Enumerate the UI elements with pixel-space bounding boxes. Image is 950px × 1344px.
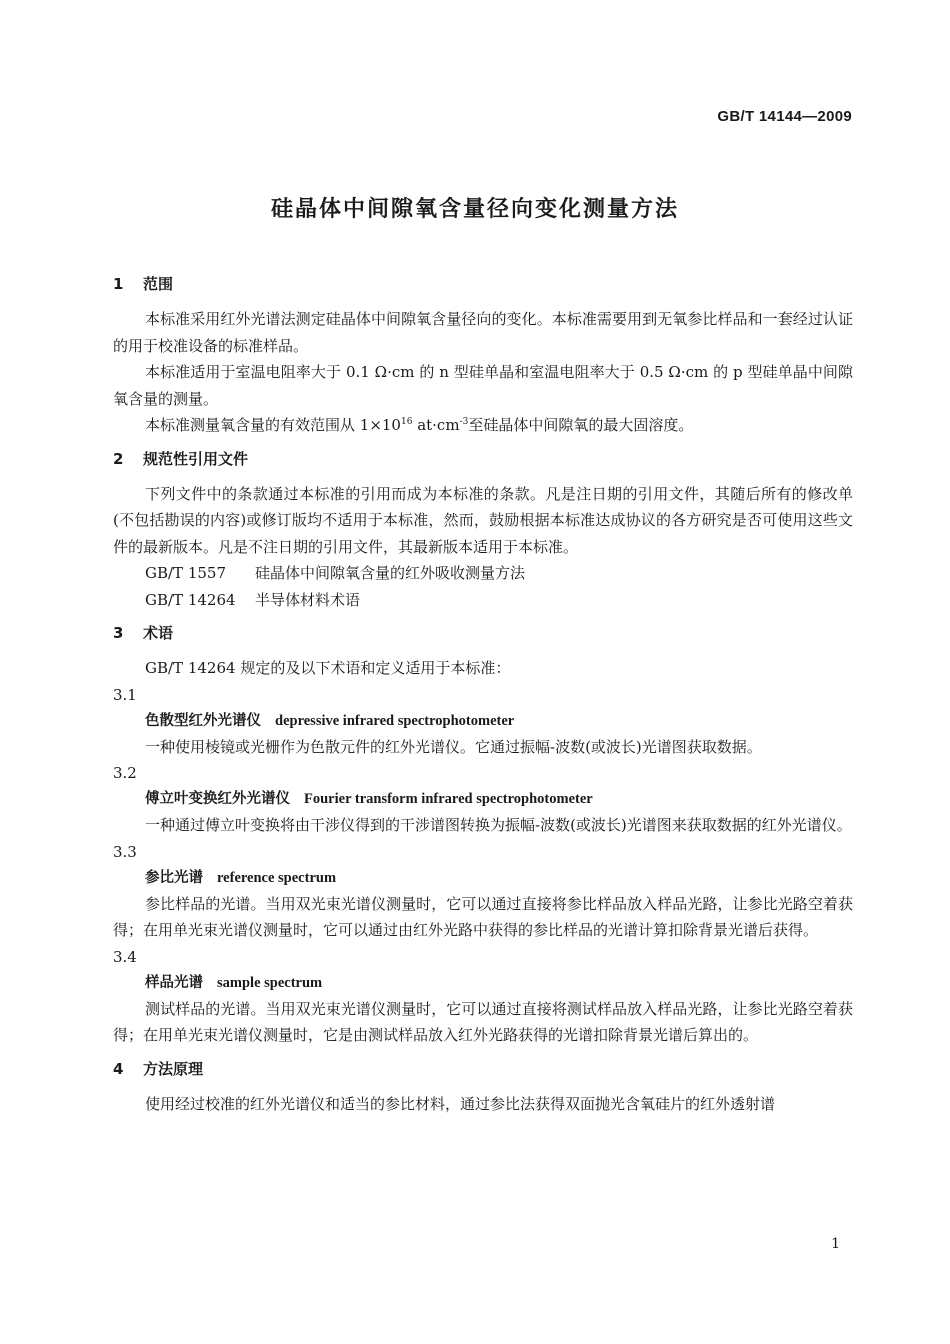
superscript: -3 [459,417,469,427]
reference-code: GB/T 1557 [145,564,227,582]
section-title: 方法原理 [143,1059,204,1078]
text-fragment: at·cm [412,416,460,434]
reference-item [113,560,853,587]
section-3-intro: GB/T 14264 规定的及以下术语和定义适用于本标准： [145,659,511,677]
section-1-paragraph-1: 本标准采用红外光谱法测定硅晶体中间隙氧含量径向的变化。本标准需要用到无氧参比样品和一套经过认证的用于校准设备的标准样品。 [113,310,853,355]
term-title-zh: 色散型红外光谱仪 [145,712,261,729]
section-4-paragraph-1: 使用经过校准的红外光谱仪和适当的参比材料，通过参比法获得双面抛光含氧硅片的红外透射谱 [145,1094,776,1113]
term-title-zh: 样品光谱 [145,974,203,991]
section-number: 4 [113,1059,124,1078]
section-2-heading [113,447,853,471]
term-title-en: depressive infrared spectrophotometer [275,712,515,729]
term-number: 3.4 [113,947,137,966]
section-3-heading [113,621,853,645]
term-title [113,786,853,812]
section-title: 规范性引用文件 [143,449,249,468]
term-title [113,865,853,891]
page-number: 1 [831,1236,840,1252]
term-title-en: sample spectrum [217,974,323,991]
standard-number: GB/T 14144—2009 [717,108,852,125]
term-number: 3.1 [113,685,137,704]
section-1-heading [113,272,853,296]
section-number: 1 [113,275,124,293]
section-1-paragraph-3 [113,412,853,439]
term-title-en: reference spectrum [217,869,337,886]
term-title [113,970,853,996]
term-title-zh: 参比光谱 [145,869,203,886]
term-number: 3.3 [113,842,137,861]
reference-title: 硅晶体中间隙氧含量的红外吸收测量方法 [255,564,526,582]
superscript: 16 [400,417,413,427]
section-number: 3 [113,624,124,642]
term-title-zh: 傅立叶变换红外光谱仪 [145,791,290,807]
document-body [113,272,853,1117]
section-1-paragraph-2: 本标准适用于室温电阻率大于 0.1 Ω·cm 的 n 型硅单晶和室温电阻率大于 0.5 Ω·cm 的 p 型硅单晶中间隙氧含量的测量。 [113,363,853,408]
section-title: 范围 [143,275,174,293]
term-definition: 一种通过傅立叶变换将由干涉仪得到的干涉谱图转换为振幅-波数(或波长)光谱图来获取数据的红外光谱仪。 [145,816,852,834]
document-title: 硅晶体中间隙氧含量径向变化测量方法 [270,197,679,222]
term-title [113,708,853,734]
term-title-en: Fourier transform infrared spectrophotometer [304,791,593,807]
section-2-paragraph-1: 下列文件中的条款通过本标准的引用而成为本标准的条款。凡是注日期的引用文件，其随后所有的修改单(不包括勘误的内容)或修订版均不适用于本标准，然而，鼓励根据本标准达成协议的各方研究是否可使用这些文件的最新版本。凡是不注日期的引用文件，其最新版本适用于本标准。 [113,484,853,556]
text-fragment: 本标准测量氧含量的有效范围从 1×10 [145,416,401,434]
term-definition: 一种使用棱镜或光栅作为色散元件的红外光谱仪。它通过振幅-波数(或波长)光谱图获取数据。 [145,737,762,756]
term-definition: 参比样品的光谱。当用双光束光谱仪测量时，它可以通过直接将参比样品放入样品光路，让参比光路空着获得；在用单光束光谱仪测量时，它可以通过由红外光路中获得的参比样品的光谱计算扣除背景光谱后获得。 [113,894,853,939]
term-definition: 测试样品的光谱。当用双光束光谱仪测量时，它可以通过直接将测试样品放入样品光路，让参比光路空着获得；在用单光束光谱仪测量时，它是由测试样品放入红外光路获得的光谱扣除背景光谱后算出的。 [113,999,853,1044]
section-4-heading [113,1057,853,1081]
text-fragment: 至硅晶体中间隙氧的最大固溶度。 [468,416,694,434]
reference-title: 半导体材料术语 [255,590,361,609]
reference-item [113,587,853,614]
term-number: 3.2 [113,764,137,782]
reference-code: GB/T 14264 [145,590,236,609]
section-number: 2 [113,449,124,468]
section-title: 术语 [143,624,174,642]
